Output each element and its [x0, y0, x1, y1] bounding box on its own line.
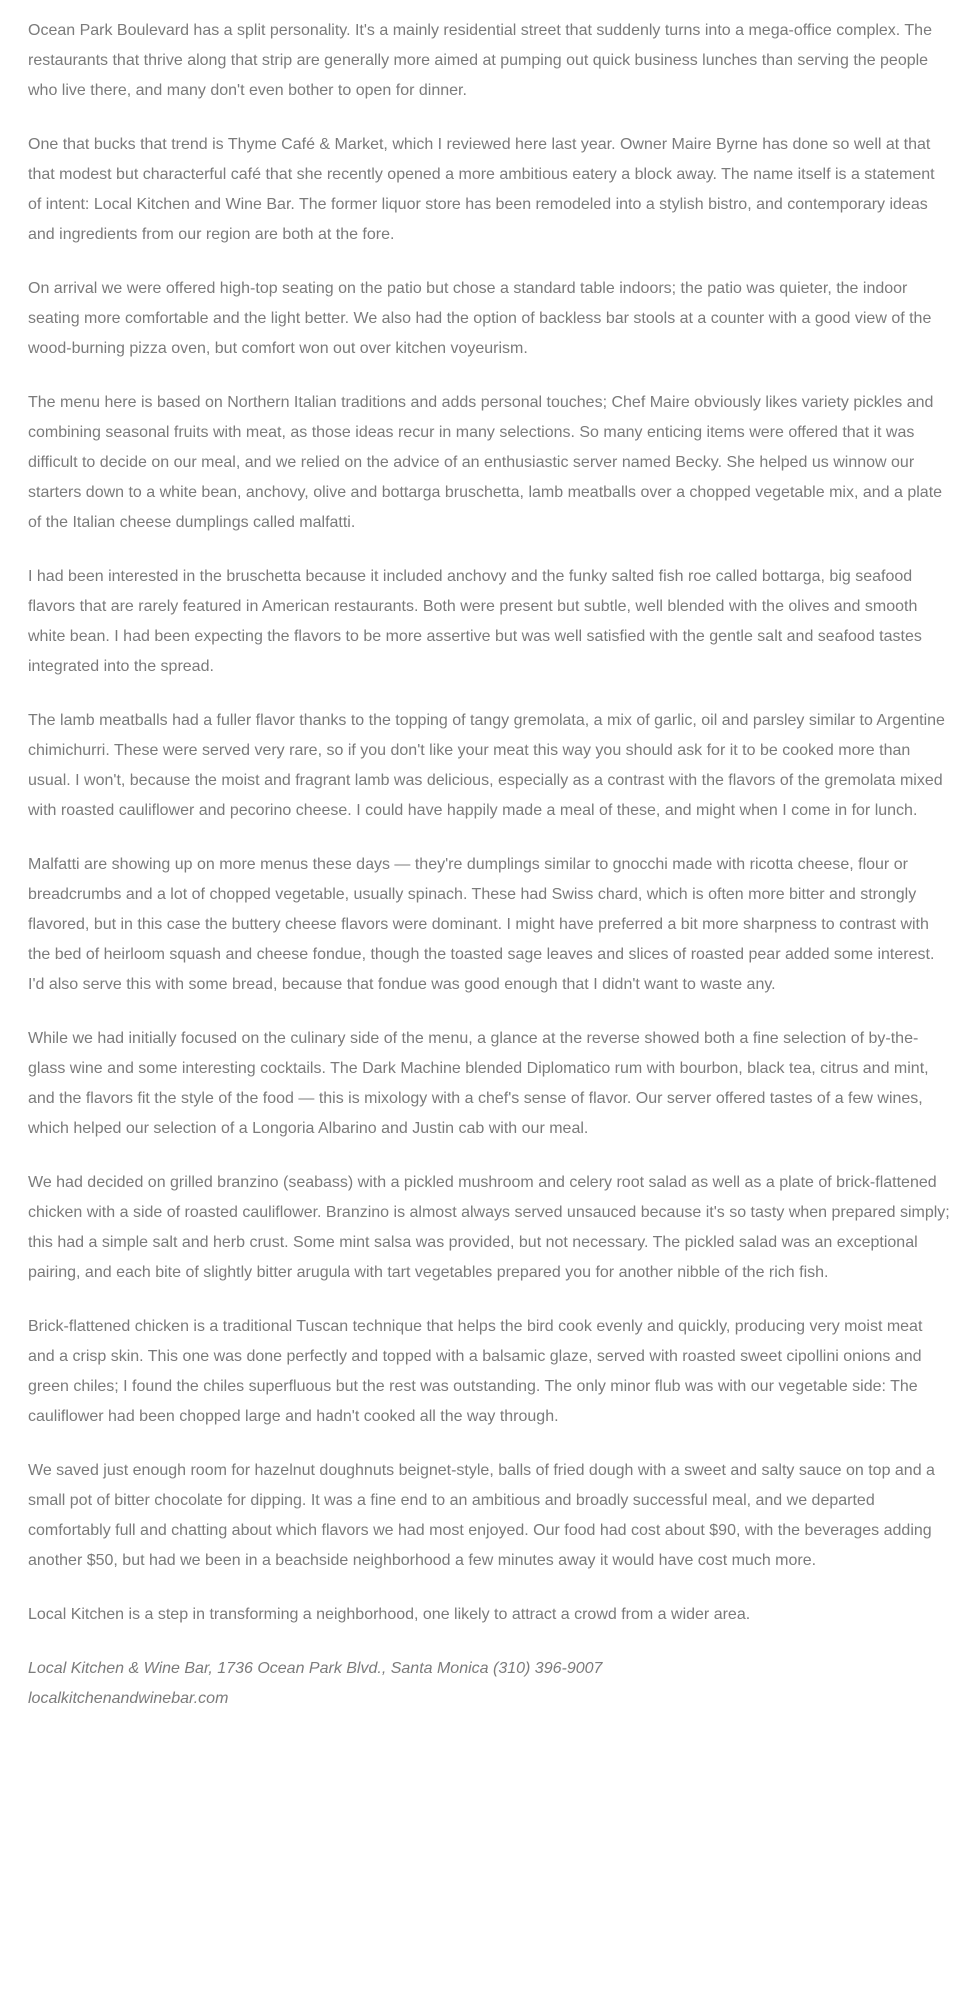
article-body: [28, 16, 951, 1714]
article-paragraph-intro: Ocean Park Boulevard has a split personality. It's a mainly residential street that suddenly turns into a mega-office complex. The restaurants that thrive along that strip are generally more aimed at pumping out quick business lunches than serving the people who live there, and many don't even bother to open for dinner.: [28, 22, 932, 99]
article-paragraph-dessert: We saved just enough room for hazelnut doughnuts beignet-style, balls of fried dough with a sweet and salty sauce on top and a small pot of bitter chocolate for dipping. It was a fine end to an ambitious and broadly successful meal, and we departed comfortably full and chatting about which flavors we had most enjoyed. Our food had cost about $90, with the beverages adding another $50, but had we been in a beachside neighborhood a few minutes away it would have cost much more.: [28, 1462, 935, 1569]
article-paragraph-branzino: We had decided on grilled branzino (seabass) with a pickled mushroom and celery root salad as well as a plate of brick-flattened chicken with a side of roasted cauliflower. Branzino is almost always served unsauced because it's so tasty when prepared simply; this had a simple salt and herb crust. Some mint salsa was provided, but not necessary. The pickled salad was an exceptional pairing, and each bite of slightly bitter arugula with tart vegetables prepared you for another nibble of the rich fish.: [28, 1174, 950, 1281]
article-paragraph-bruschetta: I had been interested in the bruschetta because it included anchovy and the funky salted fish roe called bottarga, big seafood flavors that are rarely featured in American restaurants. Both were present but subtle, well blended with the olives and smooth white bean. I had been expecting the flavors to be more assertive but was well satisfied with the gentle salt and seafood tastes integrated into the spread.: [28, 568, 922, 675]
article-paragraph-conclusion: Local Kitchen is a step in transforming a neighborhood, one likely to attract a crowd from a wider area.: [28, 1606, 751, 1623]
restaurant-address-phone: Local Kitchen & Wine Bar, 1736 Ocean Park Blvd., Santa Monica (310) 396-9007: [28, 1660, 603, 1677]
restaurant-website: localkitchenandwinebar.com: [28, 1690, 229, 1707]
article-paragraph-menu: The menu here is based on Northern Italian traditions and adds personal touches; Chef Maire obviously likes variety pickles and combining seasonal fruits with meat, as those ideas recur in many selections. So many enticing items were offered that it was difficult to decide on our meal, and we relied on the advice of an enthusiastic server named Becky. She helped us winnow our starters down to a white bean, anchovy, olive and bottarga bruschetta, lamb meatballs over a chopped vegetable mix, and a plate of the Italian cheese dumplings called malfatti.: [28, 394, 943, 531]
restaurant-contact-info: [28, 1654, 951, 1714]
article-paragraph-thyme-cafe: One that bucks that trend is Thyme Café & Market, which I reviewed here last year. Owner Maire Byrne has done so well at that that modest but characterful café that she recently opened a more ambitious eatery a block away. The name itself is a statement of intent: Local Kitchen and Wine Bar. The former liquor store has been remodeled into a stylish bistro, and contemporary ideas and ingredients from our region are both at the fore.: [28, 136, 935, 243]
article-paragraph-seating: On arrival we were offered high-top seating on the patio but chose a standard table indoors; the patio was quieter, the indoor seating more comfortable and the light better. We also had the option of backless bar stools at a counter with a good view of the wood-burning pizza oven, but comfort won out over kitchen voyeurism.: [28, 280, 932, 357]
article-paragraph-drinks: While we had initially focused on the culinary side of the menu, a glance at the reverse showed both a fine selection of by-the-glass wine and some interesting cocktails. The Dark Machine blended Diplomatico rum with bourbon, black tea, citrus and mint, and the flavors fit the style of the food — this is mixology with a chef's sense of flavor. Our server offered tastes of a few wines, which helped our selection of a Longoria Albarino and Justin cab with our meal.: [28, 1030, 929, 1137]
article-paragraph-lamb-meatballs: The lamb meatballs had a fuller flavor thanks to the topping of tangy gremolata, a mix of garlic, oil and parsley similar to Argentine chimichurri. These were served very rare, so if you don't like your meat this way you should ask for it to be cooked more than usual. I won't, because the moist and fragrant lamb was delicious, especially as a contrast with the flavors of the gremolata mixed with roasted cauliflower and pecorino cheese. I could have happily made a meal of these, and might when I come in for lunch.: [28, 712, 945, 819]
article-paragraph-chicken: Brick-flattened chicken is a traditional Tuscan technique that helps the bird cook evenly and quickly, producing very moist meat and a crisp skin. This one was done perfectly and topped with a balsamic glaze, served with roasted sweet cipollini onions and green chiles; I found the chiles superfluous but the rest was outstanding. The only minor flub was with our vegetable side: The cauliflower had been chopped large and hadn't cooked all the way through.: [28, 1318, 923, 1425]
article-paragraph-malfatti: Malfatti are showing up on more menus these days — they're dumplings similar to gnocchi made with ricotta cheese, flour or breadcrumbs and a lot of chopped vegetable, usually spinach. These had Swiss chard, which is often more bitter and strongly flavored, but in this case the buttery cheese flavors were dominant. I might have preferred a bit more sharpness to contrast with the bed of heirloom squash and cheese fondue, though the toasted sage leaves and slices of roasted pear added some interest. I'd also serve this with some bread, because that fondue was good enough that I didn't want to waste any.: [28, 856, 935, 993]
